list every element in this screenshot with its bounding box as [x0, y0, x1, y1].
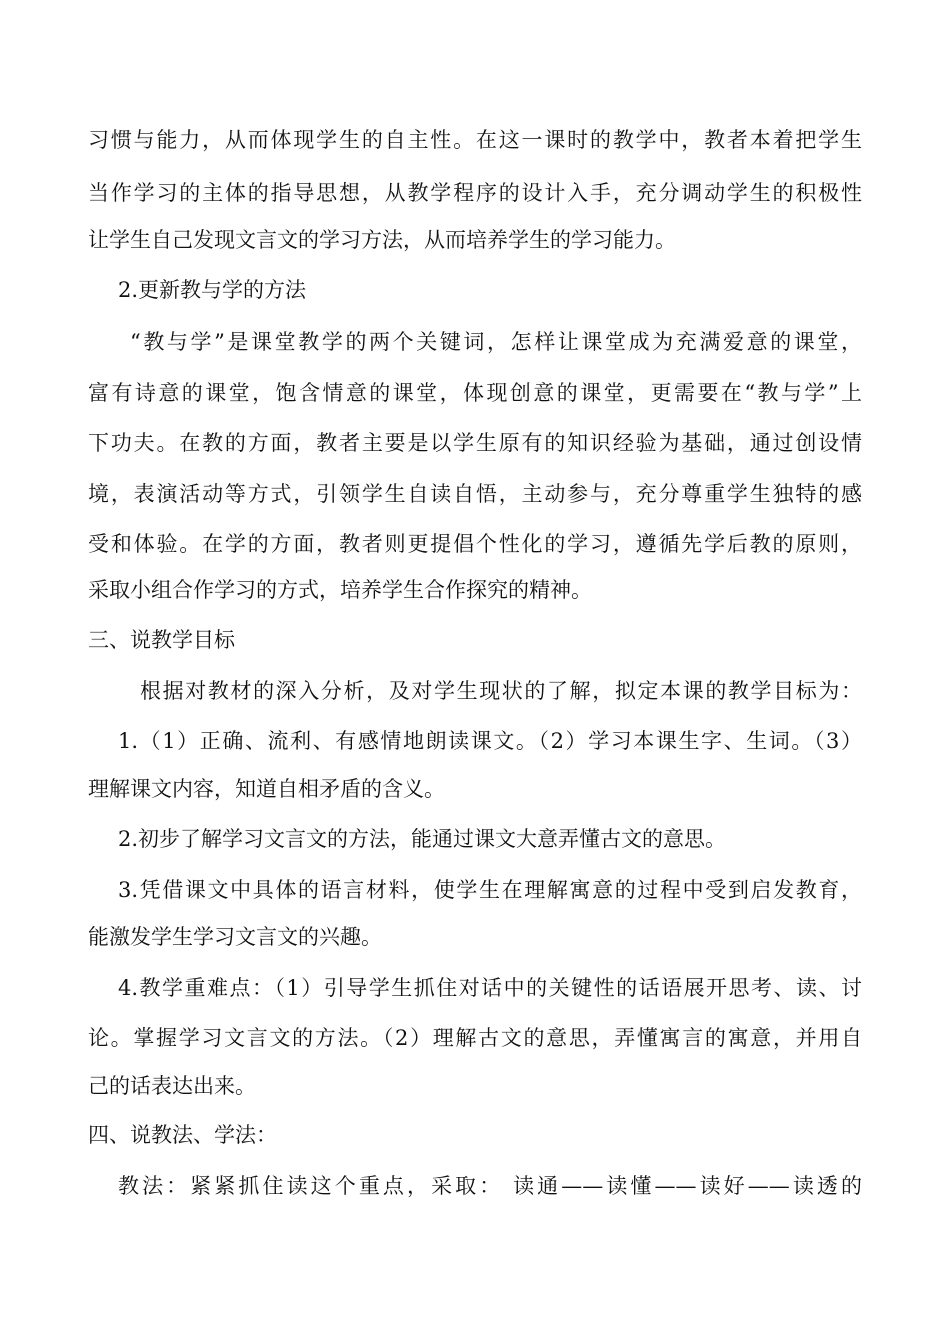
text-line: 当作学习的主体的指导思想，从教学程序的设计入手，充分调动学生的积极性 — [88, 181, 862, 205]
text-line: 采取小组合作学习的方式，培养学生合作探究的精神。 — [88, 578, 592, 602]
section-subheading: 2.更新教与学的方法 — [118, 278, 307, 302]
section-heading: 四、说教法、学法： — [88, 1123, 277, 1147]
text-line: 3.凭借课文中具体的语言材料，使学生在理解寓意的过程中受到启发教育， — [118, 878, 862, 902]
text-line: 富有诗意的课堂，饱含情意的课堂，体现创意的课堂，更需要在“教与学”上 — [88, 381, 862, 405]
text-line: 下功夫。在教的方面，教者主要是以学生原有的知识经验为基础，通过创设情 — [88, 431, 862, 455]
text-line: 论。掌握学习文言文的方法。（2）理解古文的意思，弄懂寓言的寓意，并用自 — [88, 1026, 862, 1050]
text-line: 理解课文内容，知道自相矛盾的含义。 — [88, 777, 445, 801]
section-heading: 三、说教学目标 — [88, 628, 235, 652]
text-line: 习惯与能力，从而体现学生的自主性。在这一课时的教学中，教者本着把学生 — [88, 128, 862, 152]
text-line: “教与学”是课堂教学的两个关键词，怎样让课堂成为充满爱意的课堂， — [130, 330, 862, 354]
text-line: 2.初步了解学习文言文的方法，能通过课文大意弄懂古文的意思。 — [118, 827, 727, 851]
text-line: 让学生自己发现文言文的学习方法，从而培养学生的学习能力。 — [88, 228, 676, 252]
text-line: 境，表演活动等方式，引领学生自读自悟，主动参与，充分尊重学生独特的感 — [88, 482, 862, 506]
text-line: 教法：紧紧抓住读这个重点，采取： 读通——读懂——读好——读透的 — [118, 1174, 862, 1198]
text-line: 1.（1）正确、流利、有感情地朗读课文。（2）学习本课生字、生词。（3） — [118, 729, 862, 753]
text-line: 根据对教材的深入分析，及对学生现状的了解，拟定本课的教学目标为： — [140, 679, 862, 703]
text-line: 能激发学生学习文言文的兴趣。 — [88, 925, 382, 949]
text-line: 己的话表达出来。 — [88, 1074, 256, 1098]
text-line: 4.教学重难点：（1）引导学生抓住对话中的关键性的话语展开思考、读、讨 — [118, 976, 862, 1000]
text-line: 受和体验。在学的方面，教者则更提倡个性化的学习，遵循先学后教的原则， — [88, 532, 862, 556]
